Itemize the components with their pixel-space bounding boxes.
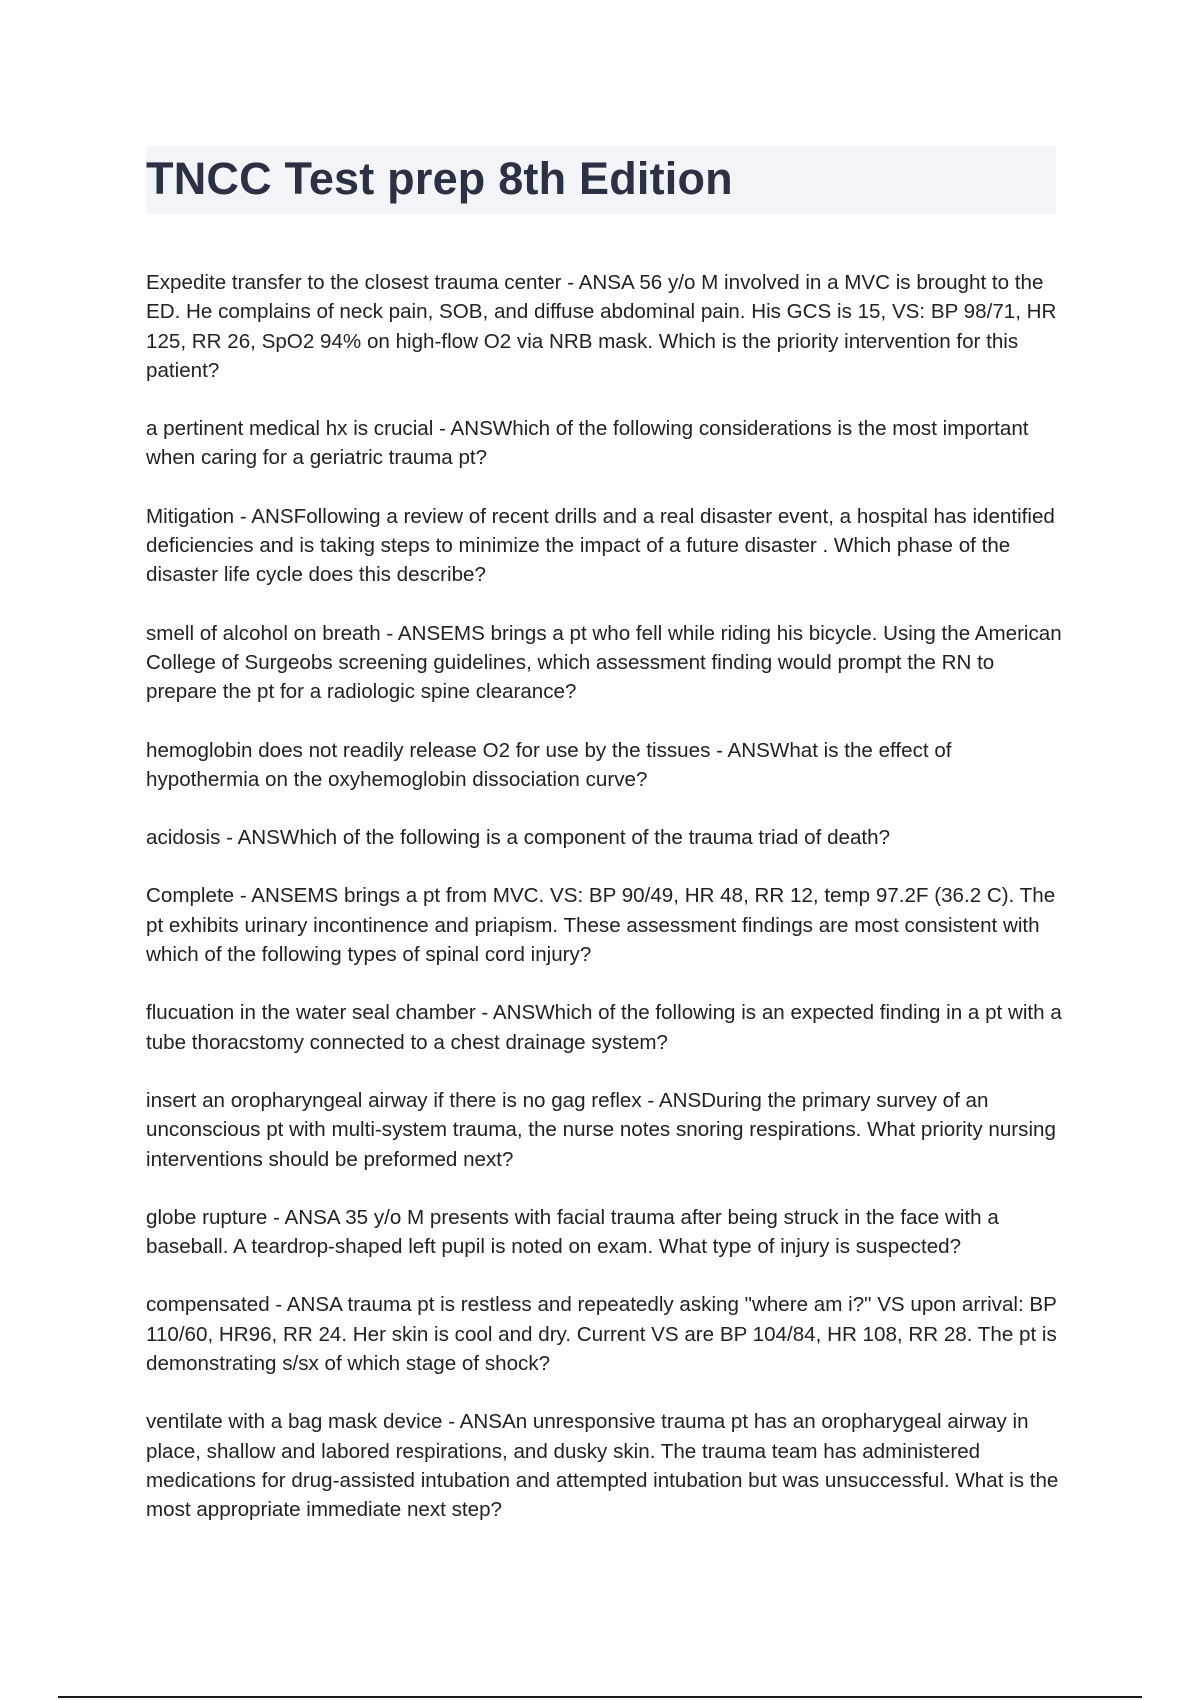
qa-entry: flucuation in the water seal chamber - ANSWhich of the following is an expected finding in a pt with a tube thoracstomy connected to a chest drainage system?: [146, 1001, 1062, 1054]
qa-entry: globe rupture - ANSA 35 y/o M presents with facial trauma after being struck in the face with a baseball. A teardrop-shaped left pupil is noted on exam. What type of injury is suspected?: [146, 1205, 999, 1259]
page-title: TNCC Test prep 8th Edition: [146, 153, 733, 204]
page-bottom-divider: [58, 1696, 1142, 1698]
qa-entry: a pertinent medical hx is crucial - ANSWhich of the following considerations is the most important when caring for a geriatric trauma pt?: [146, 417, 1029, 470]
qa-entry: compensated - ANSA trauma pt is restless and repeatedly asking "where am i?" VS upon arrival: BP 110/60, HR96, RR 24. Her skin is cool and dry. Current VS are BP 104/84, HR 108, RR 28. The pt is demonstrating s/sx of which stage of shock?: [146, 1293, 1057, 1376]
qa-entry: Complete - ANSEMS brings a pt from MVC. VS: BP 90/49, HR 48, RR 12, temp 97.2F (36.2 C). The pt exhibits urinary incontinence and priapism. These assessment findings are most consistent with which of the following types of spinal cord injury?: [146, 884, 1056, 967]
qa-entry: Mitigation - ANSFollowing a review of recent drills and a real disaster event, a hospital has identified deficiencies and is taking steps to minimize the impact of a future disaster . Which phase of the disaster life cycle does this describe?: [146, 504, 1055, 587]
qa-entry: ventilate with a bag mask device - ANSAn unresponsive trauma pt has an oropharygeal airway in place, shallow and labored respirations, and dusky skin. The trauma team has administered medications for drug-assisted intubation and attempted intubation but was unsuccessful. What is the most appropriate immediate next step?: [146, 1410, 1059, 1522]
qa-entry: Expedite transfer to the closest trauma center - ANSA 56 y/o M involved in a MVC is brought to the ED. He complains of neck pain, SOB, and diffuse abdominal pain. His GCS is 15, VS: BP 98/71, HR 125, RR 26, SpO2 94% on high-flow O2 via NRB mask. Which is the priority intervention for this patient?: [146, 271, 1057, 382]
qa-entry: insert an oropharyngeal airway if there is no gag reflex - ANSDuring the primary survey of an unconscious pt with multi-system trauma, the nurse notes snoring respirations. What priority nursing interventions should be preformed next?: [146, 1088, 1056, 1171]
qa-list: [146, 268, 1066, 1554]
qa-entry: hemoglobin does not readily release O2 for use by the tissues - ANSWhat is the effect of hypothermia on the oxyhemoglobin dissociation curve?: [146, 738, 952, 791]
qa-entry: acidosis - ANSWhich of the following is a component of the trauma triad of death?: [146, 826, 891, 850]
qa-entry: smell of alcohol on breath - ANSEMS brings a pt who fell while riding his bicycle. Using the American College of Surgeobs screening guidelines, which assessment finding would prompt the RN to prepare the pt for a radiologic spine clearance?: [146, 621, 1062, 704]
title-banner: [146, 146, 1056, 214]
